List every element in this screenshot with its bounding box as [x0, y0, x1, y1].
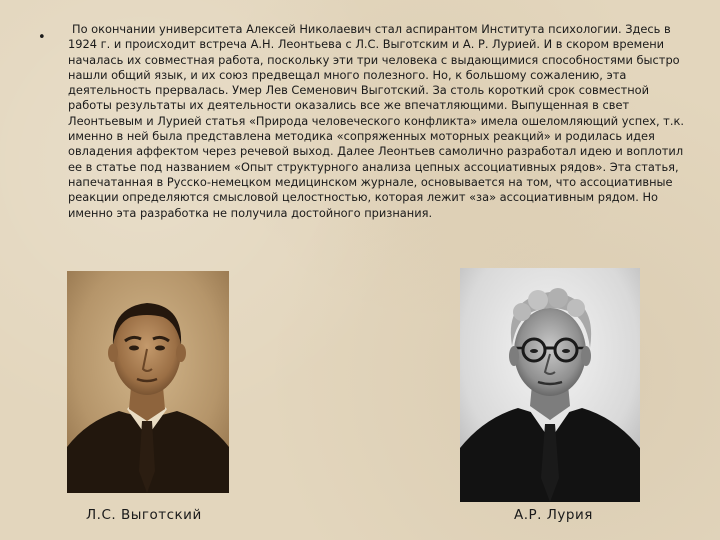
bullet-marker: • — [38, 30, 46, 45]
luria-caption: А.Р. Лурия — [514, 507, 593, 523]
vygotsky-portrait — [67, 271, 229, 493]
luria-portrait — [460, 268, 640, 502]
body-paragraph: По окончании университета Алексей Николаевич стал аспирантом Института психологии. Здесь в 1924 г. и происходит встреча А.Н. Леонтьева с Л.С. Выготским и А. Р. Лурией. И в скором времени началась их совместная работа, поскольку эти три человека с выдающимися способностями быстро нашли общий язык, и их союз предвещал много полезного. Но, к большому сожалению, эта деятельность прервалась. Умер Лев Семенович Выготский. За столь короткий срок совместной работы результаты их деятельности оказались все же впечатляющими. Выпущенная в свет Леонтьевым и Лурией статья «Природа человеческого конфликта» имела ошеломляющий успех, т.к. именно в ней была представлена методика «сопряженных моторных реакций» и родилась идея овладения аффектом через речевой выход. Далее Леонтьев самолично разработал идею и воплотил ее в статье под названием «Опыт структурного анализа цепных ассоциативных рядов». Эта статья, напечатанная в Русско-немецком медицинском журнале, основывается на том, что ассоциативные реакции определяются смысловой целостностью, которая лежит «за» ассоциативным рядом. Но именно эта разработка не получила достойного признания. — [68, 22, 684, 220]
vygotsky-caption: Л.С. Выготский — [86, 507, 202, 523]
